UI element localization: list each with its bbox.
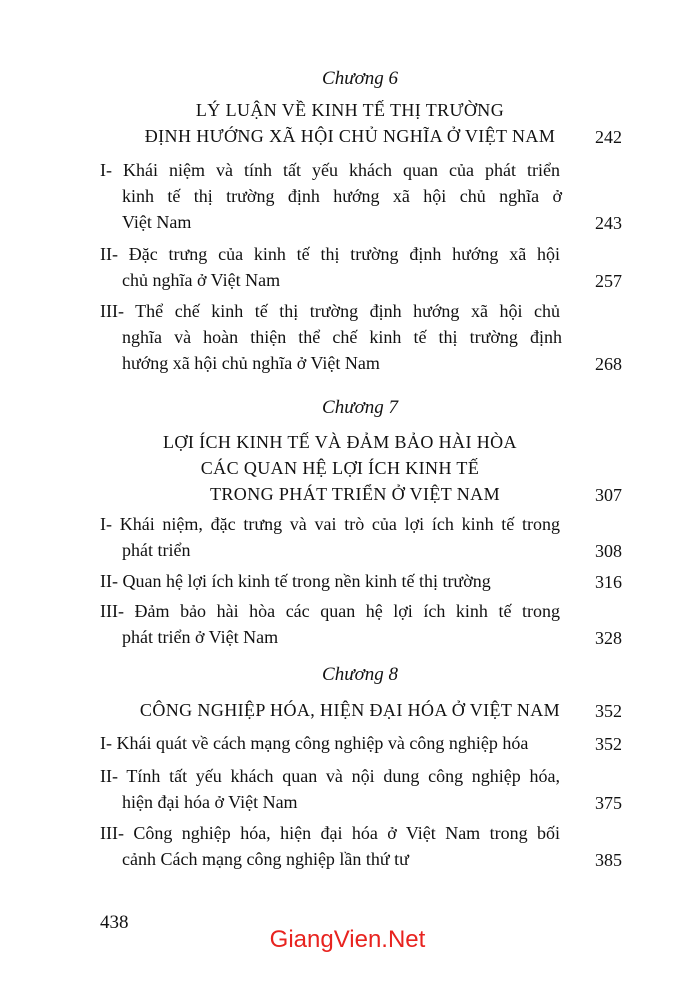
- ch6-entry-3-line-3: hướng xã hội chủ nghĩa ở Việt Nam: [122, 353, 380, 373]
- chapter-7-title-line-1: LỢI ÍCH KINH TẾ VÀ ĐẢM BẢO HÀI HÒA: [163, 432, 517, 452]
- ch7-entry-3-line-2: phát triển ở Việt Nam: [122, 627, 279, 647]
- ch7-entry-1-line-2: phát triển: [122, 540, 191, 560]
- ch7-entry-3-line-1: III- Đảm bảo hài hòa các quan hệ lợi ích kinh tế trong: [100, 601, 560, 621]
- ch6-entry-3-page: 268: [595, 354, 622, 374]
- watermark: GiangVien.Net: [269, 926, 426, 953]
- ch7-entry-3-page: 328: [595, 628, 622, 648]
- ch6-entry-1-line-2: kinh tế thị trường định hướng xã hội chủ nghĩa ở: [122, 186, 562, 206]
- chapter-7-label: Chương 7: [322, 397, 398, 418]
- ch8-entry-3-line-1: III- Công nghiệp hóa, hiện đại hóa ở Việt Nam trong bối: [100, 823, 560, 843]
- ch6-entry-2-line-2: chủ nghĩa ở Việt Nam: [122, 270, 281, 290]
- ch8-entry-1-line-1: I- Khái quát về cách mạng công nghiệp và công nghiệp hóa: [100, 733, 529, 753]
- ch6-entry-1-line-1: I- Khái niệm và tính tất yếu khách quan của phát triển: [100, 160, 560, 180]
- ch8-entry-3-line-2: cảnh Cách mạng công nghiệp lần thứ tư: [122, 849, 409, 869]
- ch7-entry-2-line-1: II- Quan hệ lợi ích kinh tế trong nền kinh tế thị trường: [100, 571, 491, 591]
- ch6-entry-1-line-3: Việt Nam: [122, 212, 192, 232]
- ch6-entry-3-line-1: III- Thể chế kinh tế thị trường định hướng xã hội chủ: [100, 301, 560, 321]
- chapter-6-label: Chương 6: [322, 68, 398, 89]
- chapter-8-page: 352: [595, 701, 622, 721]
- ch8-entry-3-page: 385: [595, 850, 622, 870]
- ch8-entry-2-line-1: II- Tính tất yếu khách quan và nội dung công nghiệp hóa,: [100, 766, 560, 786]
- chapter-7-title-line-3: TRONG PHÁT TRIỂN Ở VIỆT NAM: [210, 484, 500, 504]
- ch6-entry-1-page: 243: [595, 213, 622, 233]
- chapter-8-label: Chương 8: [322, 664, 398, 685]
- page-number: 438: [100, 912, 129, 933]
- chapter-6-title-line-1: LÝ LUẬN VỀ KINH TẾ THỊ TRƯỜNG: [195, 100, 505, 120]
- ch7-entry-2-page: 316: [595, 572, 622, 592]
- ch7-entry-1-page: 308: [595, 541, 622, 561]
- ch8-entry-2-line-2: hiện đại hóa ở Việt Nam: [122, 792, 298, 812]
- ch6-entry-3-line-2: nghĩa và hoàn thiện thể chế kinh tế thị trường định: [122, 327, 562, 347]
- ch8-entry-2-page: 375: [595, 793, 622, 813]
- chapter-7-title-line-2: CÁC QUAN HỆ LỢI ÍCH KINH TẾ: [200, 458, 480, 478]
- chapter-6-title-line-2: ĐỊNH HƯỚNG XÃ HỘI CHỦ NGHĨA Ở VIỆT NAM: [144, 126, 556, 146]
- chapter-8-title-line-1: CÔNG NGHIỆP HÓA, HIỆN ĐẠI HÓA Ở VIỆT NAM: [139, 700, 561, 720]
- chapter-6-page: 242: [595, 127, 622, 147]
- ch6-entry-2-line-1: II- Đặc trưng của kinh tế thị trường định hướng xã hội: [100, 244, 560, 264]
- chapter-7-page: 307: [595, 485, 622, 505]
- ch7-entry-1-line-1: I- Khái niệm, đặc trưng và vai trò của lợi ích kinh tế trong: [100, 514, 560, 534]
- ch8-entry-1-page: 352: [595, 734, 622, 754]
- ch6-entry-2-page: 257: [595, 271, 622, 291]
